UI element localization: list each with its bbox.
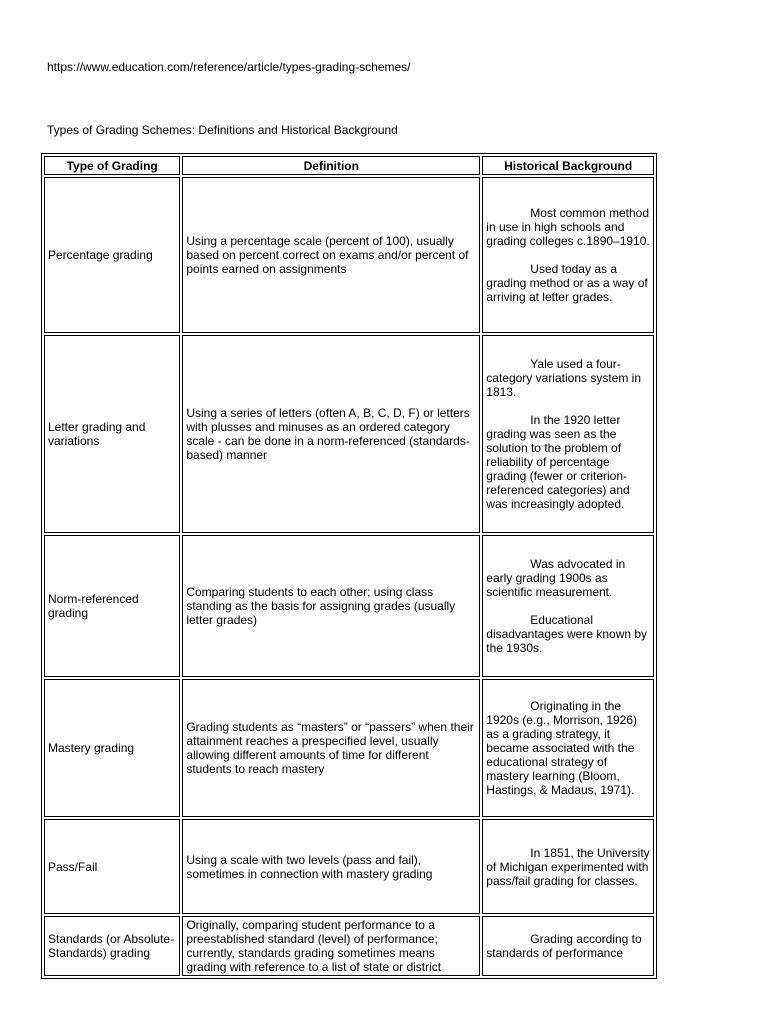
header-type-of-grading: Type of Grading: [44, 156, 180, 175]
table-row: [44, 916, 654, 976]
history-paragraph: Educational disadvantages were known by the 1930s.: [486, 613, 648, 655]
cell-history: [482, 679, 654, 817]
history-paragraph: Originating in the 1920s (e.g., Morrison, 1926) as a grading strategy, it became associated with the educational strategy of mastery learning (Bloom, Hastings, & Madaus, 1971).: [486, 699, 638, 797]
cell-type: Pass/Fail: [44, 819, 180, 914]
cell-definition: Comparing students to each other; using class standing as the basis for assigning grades (usually letter grades): [182, 535, 480, 677]
history-paragraph: Yale used a four-category variations system in 1813.: [486, 357, 642, 399]
cell-definition: Originally, comparing student performance to a preestablished standard (level) of performance; currently, standards grading sometimes means grading with reference to a list of state or district: [182, 916, 480, 976]
cell-history: [482, 535, 654, 677]
table-row: [44, 679, 654, 817]
cell-type: Mastery grading: [44, 679, 180, 817]
header-historical-background: Historical Background: [482, 156, 654, 175]
cell-history: [482, 335, 654, 533]
cell-definition: Using a percentage scale (percent of 100), usually based on percent correct on exams and/or percent of points earned on assignments: [182, 177, 480, 333]
source-url: https://www.education.com/reference/article/types-grading-schemes/: [47, 60, 411, 74]
history-paragraph: Used today as a grading method or as a way of arriving at letter grades.: [486, 262, 648, 304]
cell-history: [482, 177, 654, 333]
cell-type: Norm-referenced grading: [44, 535, 180, 677]
document-title: Types of Grading Schemes: Definitions and Historical Background: [47, 123, 398, 137]
history-paragraph: Most common method in use in high schools and grading colleges c.1890–1910.: [486, 206, 650, 248]
cell-definition: Grading students as “masters” or “passers” when their attainment reaches a prespecified level, usually allowing different amounts of time for different students to reach mastery: [182, 679, 480, 817]
history-paragraph: In 1851, the University of Michigan experimented with pass/fail grading for classes.: [486, 845, 650, 888]
history-paragraph: Was advocated in early grading 1900s as scientific measurement.: [486, 557, 626, 599]
cell-definition: Using a scale with two levels (pass and fail), sometimes in connection with mastery grading: [182, 819, 480, 914]
cell-history: [482, 819, 654, 914]
cell-type: Letter grading and variations: [44, 335, 180, 533]
cell-definition: Using a series of letters (often A, B, C, D, F) or letters with plusses and minuses as an ordered category scale - can be done in a norm-referenced (standards-based) manner: [182, 335, 480, 533]
history-paragraph: Grading according to standards of performance: [486, 932, 642, 960]
table-row: [44, 335, 654, 533]
table-header-row: [44, 156, 654, 175]
history-paragraph: In the 1920 letter grading was seen as the solution to the problem of reliability of percentage grading (fewer or criterion-referenced categories) and was increasingly adopted.: [486, 413, 630, 511]
table-row: [44, 535, 654, 677]
table-row: [44, 177, 654, 333]
cell-type: Percentage grading: [44, 177, 180, 333]
cell-history: [482, 916, 654, 976]
cell-type: Standards (or Absolute-Standards) grading: [44, 916, 180, 976]
table-row: [44, 819, 654, 914]
grading-schemes-table: [41, 153, 657, 979]
header-definition: Definition: [182, 156, 480, 175]
